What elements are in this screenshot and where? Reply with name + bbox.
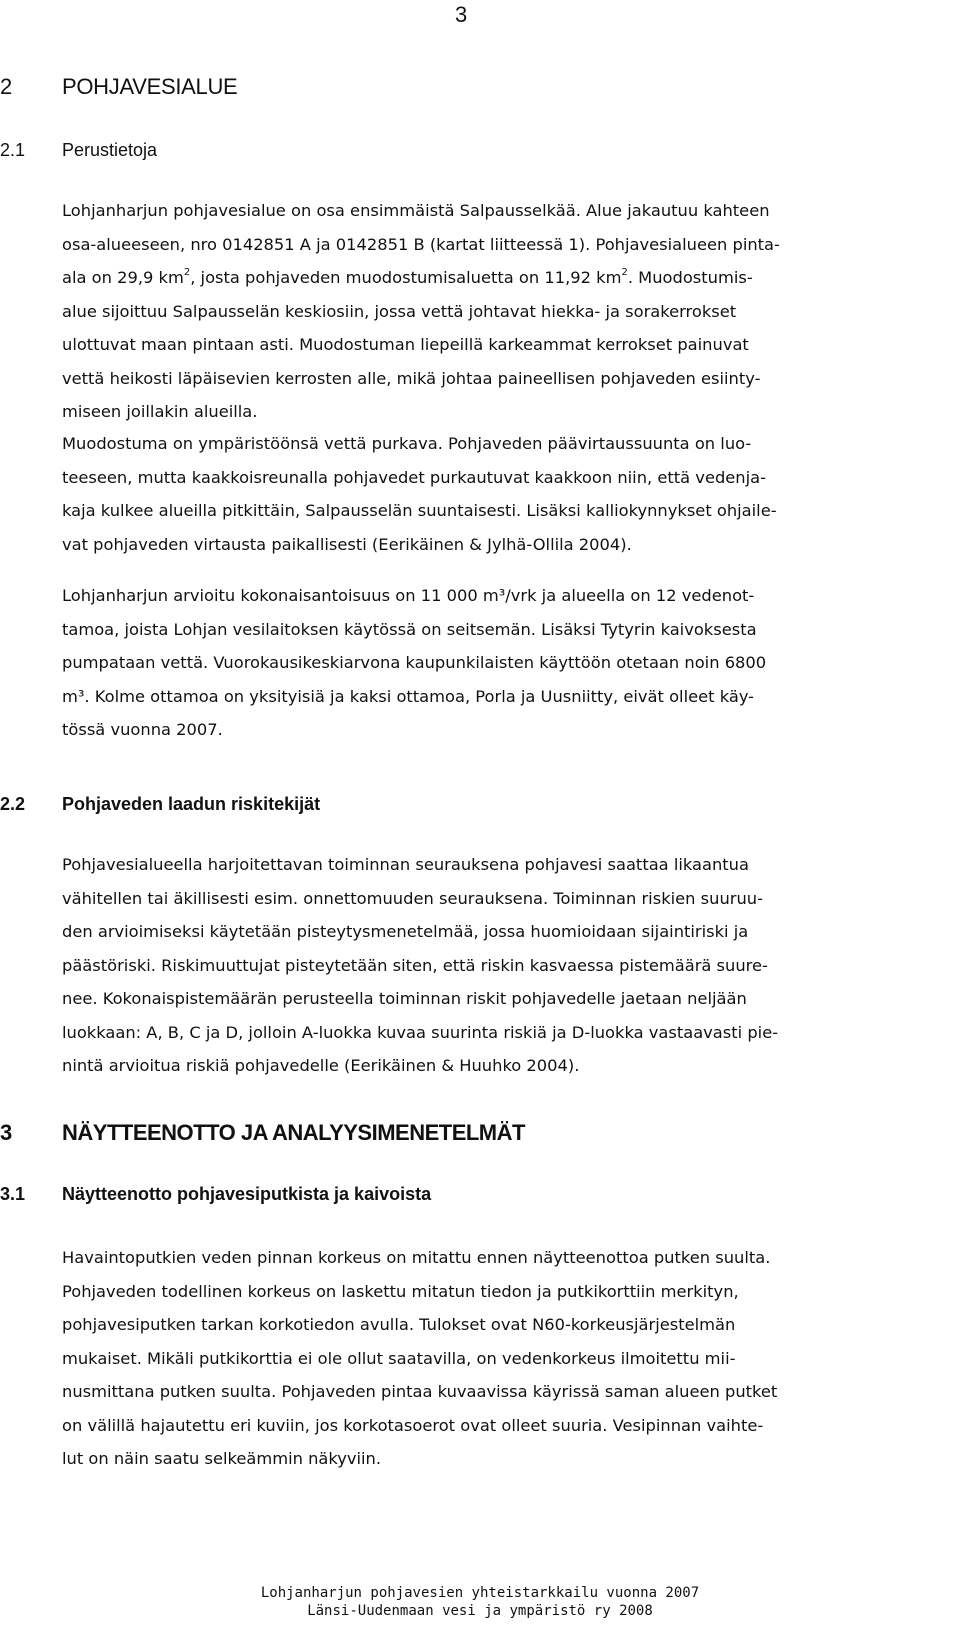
footer-line-2: Länsi-Uudenmaan vesi ja ympäristö ry 2008: [307, 1603, 653, 1619]
text-line: vettä heikosti läpäisevien kerrosten alle, mikä johtaa paineellisen pohjaveden esiinty-: [62, 368, 761, 388]
section-number: 2.2: [0, 794, 26, 814]
text-line: Lohjanharjun arvioitu kokonaisantoisuus on 11 000 m³/vrk ja alueella on 12 vedenot-: [62, 586, 755, 605]
paragraph-1: [62, 194, 930, 429]
text-line: vat pohjaveden virtausta paikallisesti (Eerikäinen & Jylhä-Ollila 2004).: [62, 534, 632, 554]
text-line: luokkaan: A, B, C ja D, jolloin A-luokka kuvaa suurinta riskiä ja D-luokka vastaavasti pie-: [62, 1022, 779, 1042]
text-line: Havaintoputkien veden pinnan korkeus on mitattu ennen näytteenottoa putken suulta.: [62, 1248, 771, 1267]
text-line: lut on näin saatu selkeämmin näkyviin.: [62, 1449, 382, 1468]
section-title: NÄYTTEENOTTO JA ANALYYSIMENETELMÄT: [62, 1120, 525, 1145]
text-line: teeseen, mutta kaakkoisreunalla pohjavedet purkautuvat kaakkoon niin, että vedenja-: [62, 467, 767, 487]
text-line: tössä vuonna 2007.: [62, 720, 223, 739]
text-line: miseen joillakin alueilla.: [62, 402, 258, 421]
section-number: 2.1: [0, 140, 26, 160]
text-line: ala on 29,9 $km^2$, josta pohjaveden muodostumisaluetta on 11,92 $km^2$. Muodostumis-: [62, 267, 753, 287]
text-line: Lohjanharjun pohjavesialue on osa ensimmäistä Salpausselkää. Alue jakautuu kahteen: [62, 201, 770, 220]
text-line: Muodostuma on ympäristöönsä vettä purkava. Pohjaveden päävirtaussuunta on luo-: [62, 434, 752, 453]
text-line: m³. Kolme ottamoa on yksityisiä ja kaksi ottamoa, Porla ja Uusniitty, eivät olleet käy-: [62, 686, 755, 706]
section-heading-2-1: [0, 140, 157, 161]
section-heading-3-1: [0, 1184, 431, 1205]
paragraph-3: [62, 579, 930, 747]
text-line: vähitellen tai äkillisesti esim. onnettomuuden seurauksena. Toiminnan riskien suuruu-: [62, 888, 763, 908]
section-number: 3: [0, 1120, 12, 1145]
section-heading-2: [0, 74, 237, 100]
text-line: nee. Kokonaispistemäärän perusteella toiminnan riskit pohjavedelle jaetaan neljään: [62, 989, 747, 1008]
text-line: kaja kulkee alueilla pitkittäin, Salpausselän suuntaisesti. Lisäksi kalliokynnykset ohjaile-: [62, 501, 777, 520]
text-line: mukaiset. Mikäli putkikorttia ei ole ollut saatavilla, on vedenkorkeus ilmoitettu mii-: [62, 1348, 736, 1368]
paragraph-2: [62, 427, 930, 561]
text-line: nintä arvioitua riskiä pohjavedelle (Eerikäinen & Huuhko 2004).: [62, 1056, 580, 1075]
text-line: Pohjaveden todellinen korkeus on laskettu mitatun tiedon ja putkikorttiin merkityn,: [62, 1281, 739, 1301]
section-heading-3: [0, 1120, 525, 1146]
section-title: Näytteenotto pohjavesiputkista ja kaivoista: [62, 1184, 432, 1204]
text-line: den arvioimiseksi käytetään pisteytysmenetelmää, jossa huomioidaan sijaintiriski ja: [62, 922, 749, 941]
page-number: 3: [455, 2, 468, 27]
text-line: nusmittana putken suulta. Pohjaveden pintaa kuvaavissa käyrissä saman alueen putket: [62, 1382, 778, 1401]
section-title: POHJAVESIALUE: [62, 74, 238, 99]
page-footer: [0, 1584, 960, 1620]
text-line: Pohjavesialueella harjoitettavan toiminnan seurauksena pohjavesi saattaa likaantua: [62, 855, 749, 874]
section-title: Pohjaveden laadun riskitekijät: [62, 794, 321, 814]
text-line: pumpataan vettä. Vuorokausikeskiarvona kaupunkilaisten käyttöön otetaan noin 6800: [62, 653, 767, 672]
text-line: tamoa, joista Lohjan vesilaitoksen käytössä on seitsemän. Lisäksi Tytyrin kaivoksesta: [62, 619, 757, 639]
section-heading-2-2: [0, 794, 320, 815]
text-line: on välillä hajautettu eri kuviin, jos korkotasoerot ovat olleet suuria. Vesipinnan vaihte-: [62, 1415, 764, 1435]
section-title: Perustietoja: [62, 140, 158, 160]
text-line: osa-alueeseen, nro 0142851 A ja 0142851 B (kartat liitteessä 1). Pohjavesialueen pinta-: [62, 234, 780, 254]
text-line: päästöriski. Riskimuuttujat pisteytetään siten, että riskin kasvaessa pistemäärä suure-: [62, 955, 768, 975]
section-number: 2: [0, 74, 12, 99]
section-number: 3.1: [0, 1184, 26, 1204]
text-line: ulottuvat maan pintaan asti. Muodostuman liepeillä karkeammat kerrokset painuvat: [62, 335, 749, 354]
text-line: pohjavesiputken tarkan korkotiedon avulla. Tulokset ovat N60-korkeusjärjestelmän: [62, 1315, 736, 1334]
text-line: alue sijoittuu Salpausselän keskiosiin, jossa vettä johtavat hiekka- ja sorakerrokset: [62, 301, 737, 321]
footer-line-1: Lohjanharjun pohjavesien yhteistarkkailu vuonna 2007: [260, 1585, 700, 1601]
paragraph-5: [62, 1241, 930, 1476]
paragraph-4: [62, 848, 930, 1083]
